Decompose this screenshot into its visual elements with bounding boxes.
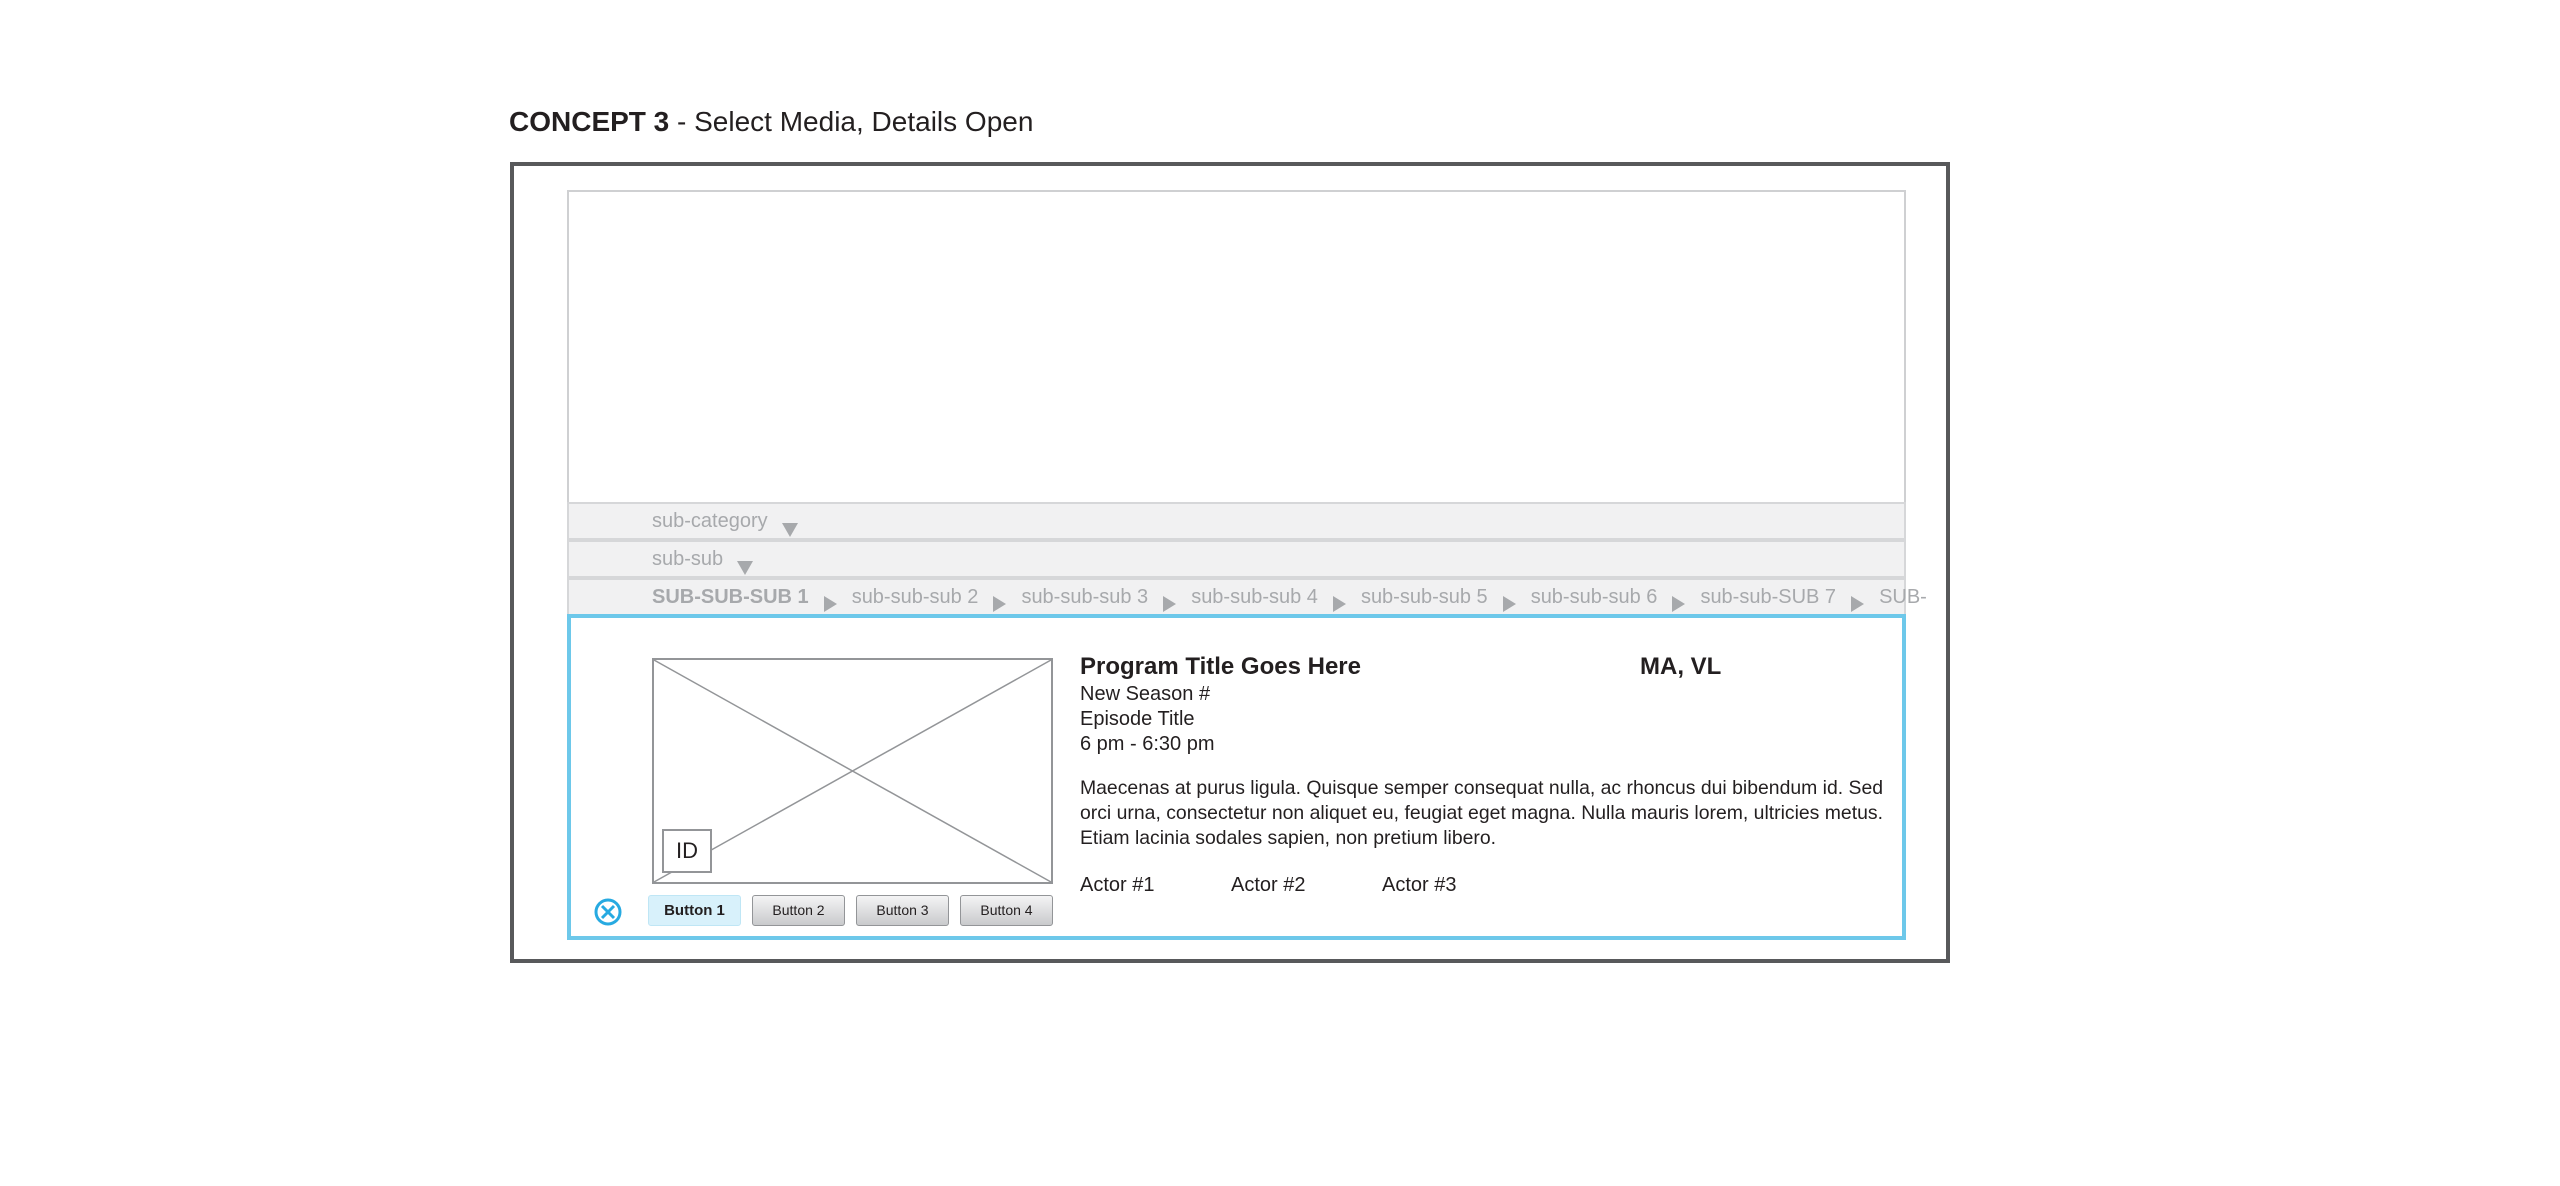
triangle-right-icon (1851, 596, 1864, 612)
program-title: Program Title Goes Here (1080, 653, 1361, 680)
triangle-right-icon (1163, 596, 1176, 612)
subsub-dropdown[interactable] (567, 540, 1906, 578)
subsubsub-breadcrumb (567, 578, 1927, 616)
concept-description: - Select Media, Details Open (669, 106, 1034, 137)
air-time: 6 pm - 6:30 pm (1080, 733, 1215, 755)
triangle-down-icon (782, 523, 798, 537)
concept-number: CONCEPT 3 (509, 106, 670, 137)
breadcrumb-item-2[interactable]: sub-sub-sub 2 (851, 586, 979, 608)
episode-title: Episode Title (1080, 708, 1195, 730)
subcategory-label: sub-category (652, 510, 768, 532)
breadcrumb-item-4[interactable]: sub-sub-sub 4 (1191, 586, 1318, 608)
button-1[interactable]: Button 1 (648, 895, 741, 926)
button-2[interactable]: Button 2 (752, 895, 845, 926)
breadcrumb-item-8[interactable]: SUB- (1879, 586, 1927, 608)
actor-3[interactable]: Actor #3 (1382, 874, 1457, 896)
id-badge: ID (662, 829, 712, 873)
triangle-down-icon (737, 561, 753, 575)
actor-1[interactable]: Actor #1 (1080, 874, 1155, 896)
breadcrumb-item-1[interactable]: SUB-SUB-SUB 1 (652, 586, 809, 608)
actor-2[interactable]: Actor #2 (1231, 874, 1306, 896)
triangle-right-icon (1672, 596, 1685, 612)
triangle-right-icon (993, 596, 1006, 612)
breadcrumb-item-7[interactable]: sub-sub-SUB 7 (1700, 586, 1837, 608)
subcategory-dropdown[interactable] (567, 502, 1906, 540)
close-circle-x-icon[interactable] (593, 897, 623, 927)
content-rating: MA, VL (1640, 653, 1722, 680)
season-label: New Season # (1080, 683, 1211, 705)
button-3[interactable]: Button 3 (856, 895, 949, 926)
program-description: Maecenas at purus ligula. Quisque semper consequat nulla, ac rhoncus dui bibendum id. Sed orci urna, consectetur non aliquet eu, feugiat eget magna. Nulla mauris lorem, ultricies metus. Etiam lacinia sodales sapien, non pretium libero. (1080, 777, 1884, 849)
breadcrumb-item-6[interactable]: sub-sub-sub 6 (1530, 586, 1658, 608)
breadcrumb-item-3[interactable]: sub-sub-sub 3 (1021, 586, 1149, 608)
hero-media-area (567, 190, 1906, 502)
triangle-right-icon (824, 596, 837, 612)
triangle-right-icon (1503, 596, 1516, 612)
breadcrumb-item-5[interactable]: sub-sub-sub 5 (1360, 586, 1488, 608)
page-heading (509, 104, 1033, 140)
image-placeholder-icon (654, 660, 1051, 882)
media-thumbnail[interactable] (652, 658, 1053, 884)
subsub-label: sub-sub (652, 548, 724, 570)
button-4[interactable]: Button 4 (960, 895, 1053, 926)
triangle-right-icon (1333, 596, 1346, 612)
